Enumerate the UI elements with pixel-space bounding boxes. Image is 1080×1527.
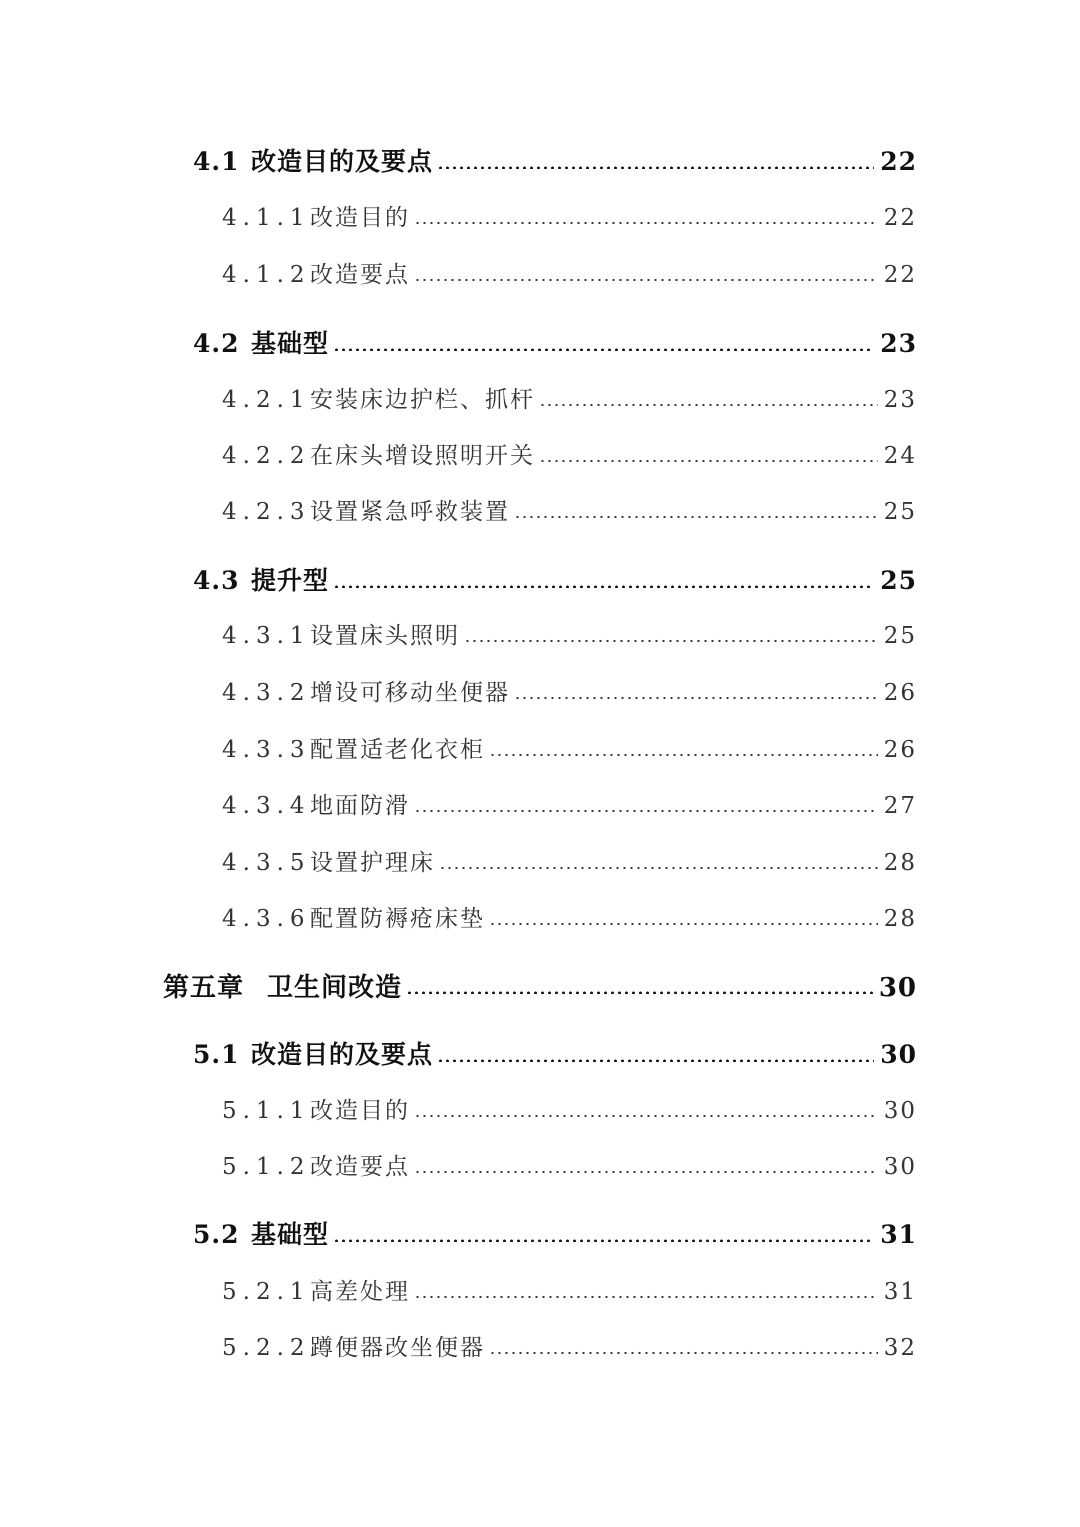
toc-entry-page: 30 [878, 973, 917, 1003]
toc-entry-page: 22 [883, 262, 917, 288]
toc-entry[interactable] [222, 844, 917, 877]
toc-entry-number: 4.1 [193, 147, 240, 176]
dot-leader [539, 443, 878, 466]
toc-entry[interactable] [222, 1329, 917, 1362]
toc-entry-number: 5.2.1 [222, 1279, 311, 1305]
toc-entry-title: 安装床边护栏、抓杆 [310, 387, 535, 413]
dot-leader [414, 262, 878, 285]
toc-entry-page: 27 [883, 793, 917, 819]
toc-entry-page: 30 [880, 1040, 917, 1069]
toc-entry-title: 基础型 [251, 329, 330, 358]
toc-entry-page: 32 [883, 1335, 917, 1361]
toc-entry-number: 4.3.2 [222, 680, 311, 706]
toc-entry-page: 26 [883, 680, 917, 706]
toc-entry-page: 31 [883, 1279, 917, 1305]
toc-entry[interactable] [222, 1273, 917, 1306]
toc-entry-number: 4.1.1 [222, 205, 311, 231]
toc-entry-page: 30 [883, 1154, 917, 1180]
toc-entry-title: 改造目的及要点 [251, 1040, 434, 1069]
toc-entry-number: 第五章 [163, 973, 245, 1003]
toc-entry-title: 地面防滑 [310, 793, 410, 819]
toc-entry-number: 5.2.2 [222, 1335, 311, 1361]
toc-entry[interactable] [193, 324, 917, 360]
dot-leader [489, 1335, 878, 1358]
toc-entry-page: 25 [883, 499, 917, 525]
dot-leader [464, 623, 878, 646]
toc-entry[interactable] [222, 617, 917, 650]
dot-leader [414, 1279, 878, 1302]
toc-entry-page: 24 [883, 443, 917, 469]
toc-entry-page: 28 [883, 850, 917, 876]
dot-leader [439, 850, 878, 873]
toc-entry-number: 4.3.5 [222, 850, 311, 876]
toc-entry-number: 4.3.6 [222, 906, 311, 932]
toc-entry-number: 4.2.3 [222, 499, 311, 525]
toc-entry-title: 改造要点 [310, 262, 410, 288]
toc-entry[interactable] [222, 674, 917, 707]
toc-entry-page: 22 [883, 205, 917, 231]
toc-entry-number: 5.1 [193, 1040, 240, 1069]
toc-entry[interactable] [222, 199, 917, 232]
toc-entry[interactable] [222, 256, 917, 289]
toc-entry-page: 28 [883, 906, 917, 932]
toc-entry-number: 4.2.1 [222, 387, 311, 413]
dot-leader [414, 793, 878, 816]
toc-entry[interactable] [222, 731, 917, 764]
toc-entry-page: 30 [883, 1098, 917, 1124]
toc-entry-title: 高差处理 [310, 1279, 410, 1305]
toc-entry-title: 改造目的及要点 [251, 147, 434, 176]
toc-entry-page: 25 [883, 623, 917, 649]
toc-entry[interactable] [222, 381, 917, 414]
toc-entry-title: 蹲便器改坐便器 [310, 1335, 485, 1361]
toc-entry-title: 设置紧急呼救装置 [310, 499, 510, 525]
toc-entry[interactable] [193, 561, 917, 597]
dot-leader [514, 499, 878, 522]
toc-entry-number: 5.1.1 [222, 1098, 311, 1124]
toc-entry-title: 设置床头照明 [310, 623, 460, 649]
toc-entry[interactable] [193, 142, 917, 178]
toc-entry-page: 25 [880, 566, 917, 595]
toc-entry[interactable] [193, 1215, 917, 1251]
toc-entry-title: 配置适老化衣柜 [310, 737, 485, 763]
toc-entry[interactable] [222, 787, 917, 820]
dot-leader [539, 387, 878, 410]
dot-leader [437, 148, 874, 173]
toc-entry-title: 在床头增设照明开关 [310, 443, 535, 469]
toc-entry-title: 改造目的 [310, 1098, 410, 1124]
dot-leader [406, 973, 873, 999]
dot-leader [489, 737, 878, 760]
toc-entry[interactable] [222, 437, 917, 470]
toc-entry-title: 改造目的 [310, 205, 410, 231]
dot-leader [514, 680, 878, 703]
toc-entry-title: 提升型 [251, 566, 330, 595]
toc-entry-number: 5.1.2 [222, 1154, 311, 1180]
dot-leader [333, 567, 874, 592]
toc-entry-title: 设置护理床 [310, 850, 435, 876]
dot-leader [489, 906, 878, 929]
dot-leader [414, 205, 878, 228]
toc-entry-title: 基础型 [251, 1220, 330, 1249]
toc-chapter-entry[interactable] [163, 967, 917, 1004]
toc-entry-page: 23 [883, 387, 917, 413]
toc-entry-number: 4.3 [193, 566, 240, 595]
toc-entry-title: 增设可移动坐便器 [310, 680, 510, 706]
toc-entry-page: 26 [883, 737, 917, 763]
dot-leader [414, 1098, 878, 1121]
toc-entry-number: 4.3.1 [222, 623, 311, 649]
toc-entry-number: 4.2.2 [222, 443, 311, 469]
toc-entry-page: 23 [880, 329, 917, 358]
toc-entry-title: 卫生间改造 [267, 973, 403, 1003]
toc-entry-title: 配置防褥疮床垫 [310, 906, 485, 932]
toc-entry[interactable] [222, 1092, 917, 1125]
toc-entry[interactable] [222, 900, 917, 933]
toc-entry-number: 4.3.4 [222, 793, 311, 819]
dot-leader [414, 1154, 878, 1177]
toc-entry-number: 4.3.3 [222, 737, 311, 763]
toc-entry-page: 31 [880, 1220, 917, 1249]
dot-leader [437, 1041, 874, 1066]
toc-entry-number: 5.2 [193, 1220, 240, 1249]
toc-entry-number: 4.1.2 [222, 262, 311, 288]
toc-entry-page: 22 [880, 147, 917, 176]
toc-entry-title: 改造要点 [310, 1154, 410, 1180]
dot-leader [333, 1221, 874, 1246]
toc-entry[interactable] [222, 493, 917, 526]
dot-leader [333, 330, 874, 355]
toc-entry-number: 4.2 [193, 329, 240, 358]
toc-entry[interactable] [222, 1148, 917, 1181]
toc-entry[interactable] [193, 1035, 917, 1071]
